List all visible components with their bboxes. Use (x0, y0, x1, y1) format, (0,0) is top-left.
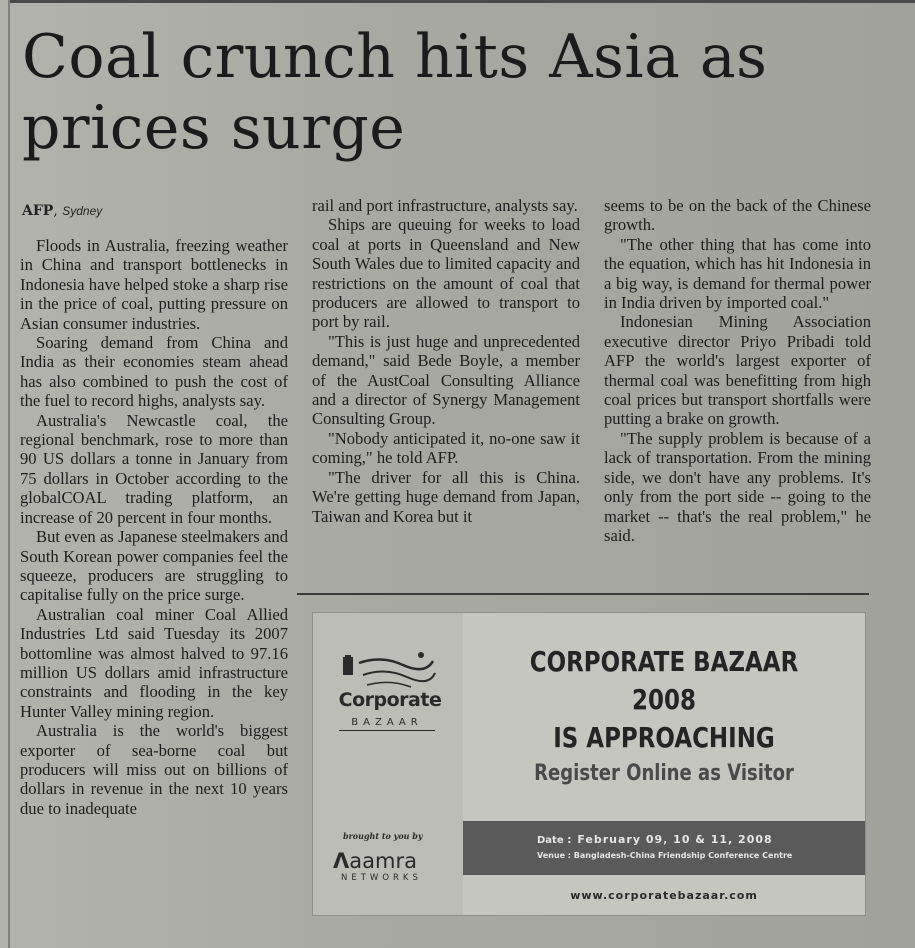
paragraph: Floods in Australia, freezing weather in China and transport bottlenecks in Indonesia have helped stoke a sharp rise in the price of coal, putting pressure on Asian consumer industries. (20, 236, 288, 333)
date-label: Date (537, 835, 564, 846)
paragraph: "Nobody anticipated it, no-one saw it coming," he told AFP. (312, 428, 580, 468)
ad-headline-line2: IS APPROACHING (553, 721, 775, 754)
date-value: : February 09, 10 & 11, 2008 (567, 833, 773, 846)
sponsor-logo (333, 849, 417, 873)
article-column-1 (20, 236, 288, 818)
paragraph: "The other thing that has come into the equation, which has hit Indonesia in a big way, is demand for thermal power in India driven by imported coal." (604, 234, 871, 313)
sponsor-mark-icon: Λ (333, 849, 350, 873)
sponsor-name: aamra (349, 849, 417, 873)
logo-name: Corporate (338, 689, 442, 711)
paragraph: rail and port infrastructure, analysts say. (312, 196, 578, 215)
ad-headline (499, 643, 829, 757)
byline-separator: , (53, 203, 58, 219)
article-column-3 (604, 196, 871, 545)
ad-logo-panel (313, 613, 463, 915)
byline-location: Sydney (62, 204, 103, 218)
event-venue (537, 851, 792, 860)
ad-headline-line1: CORPORATE BAZAAR 2008 (529, 645, 799, 716)
paragraph: But even as Japanese steelmakers and South Korean power companies feel the squeeze, producers are struggling to capitalise fully on the price surge. (20, 527, 288, 605)
paragraph: seems to be on the back of the Chinese growth. (604, 196, 871, 235)
article-column-2 (312, 196, 580, 526)
paragraph: Australian coal miner Coal Allied Industries Ltd said Tuesday its 2007 bottomline was almost halved to 97.16 million US dollars amid infrastructure constraints and flooding in the key Hunter Valley mining region. (20, 604, 288, 721)
paragraph: "This is just huge and unprecedented demand," said Bede Boyle, a member of the AustCoal Consulting Alliance and a director of Synergy Management Consulting Group. (312, 331, 580, 429)
sponsor-sub: NETWORKS (341, 873, 422, 883)
event-details-band (463, 821, 865, 875)
paragraph: Soaring demand from China and India as their economies steam ahead has also combined to push the cost of the fuel to record highs, analysts say. (20, 333, 288, 411)
paragraph: Australia's Newcastle coal, the regional benchmark, rose to more than 90 US dollars a tonne in January from 75 dollars in October according to the globalCOAL trading platform, an increase of 20 percent in four months. (20, 410, 288, 527)
byline (22, 203, 102, 219)
paragraph: Ships are queuing for weeks to load coal at ports in Queensland and New South Wales due to limited capacity and restrictions on the amount of coal that producers are allowed to transport to port by rail. (312, 215, 580, 332)
logo-sub: BAZAAR (339, 717, 435, 731)
top-rule (10, 0, 915, 3)
paragraph: "The supply problem is because of a lack of transportation. From the mining side, we don't have any problems. It's only from the port side -- going to the market -- that's the real problem," he said. (604, 428, 871, 545)
event-date (537, 833, 773, 846)
headline: Coal crunch hits Asia as prices surge (22, 22, 768, 163)
advertisement (312, 612, 866, 916)
brought-by-label: brought to you by (343, 831, 423, 841)
ad-url: www.corporatebazaar.com (570, 889, 758, 902)
left-margin-rule (8, 0, 10, 948)
paragraph: Indonesian Mining Association executive director Priyo Pribadi told AFP the world's largest exporter of thermal coal was benefitting from high coal prices but transport shortfalls were putting a brake on growth. (604, 312, 871, 429)
paragraph: "The driver for all this is China. We're getting huge demand from Japan, Taiwan and Korea but it (312, 467, 580, 526)
ad-content-panel (463, 613, 865, 915)
venue-value: : Bangladesh-China Friendship Conference Centre (567, 851, 793, 860)
venue-label: Venue (537, 851, 565, 860)
byline-agency: AFP (22, 203, 54, 219)
paragraph: Australia is the world's biggest exporter of sea-borne coal but producers will miss out on billions of dollars in revenue in the next 10 years due to inadequate (20, 721, 288, 818)
register-cta: Register Online as Visitor (534, 761, 794, 786)
